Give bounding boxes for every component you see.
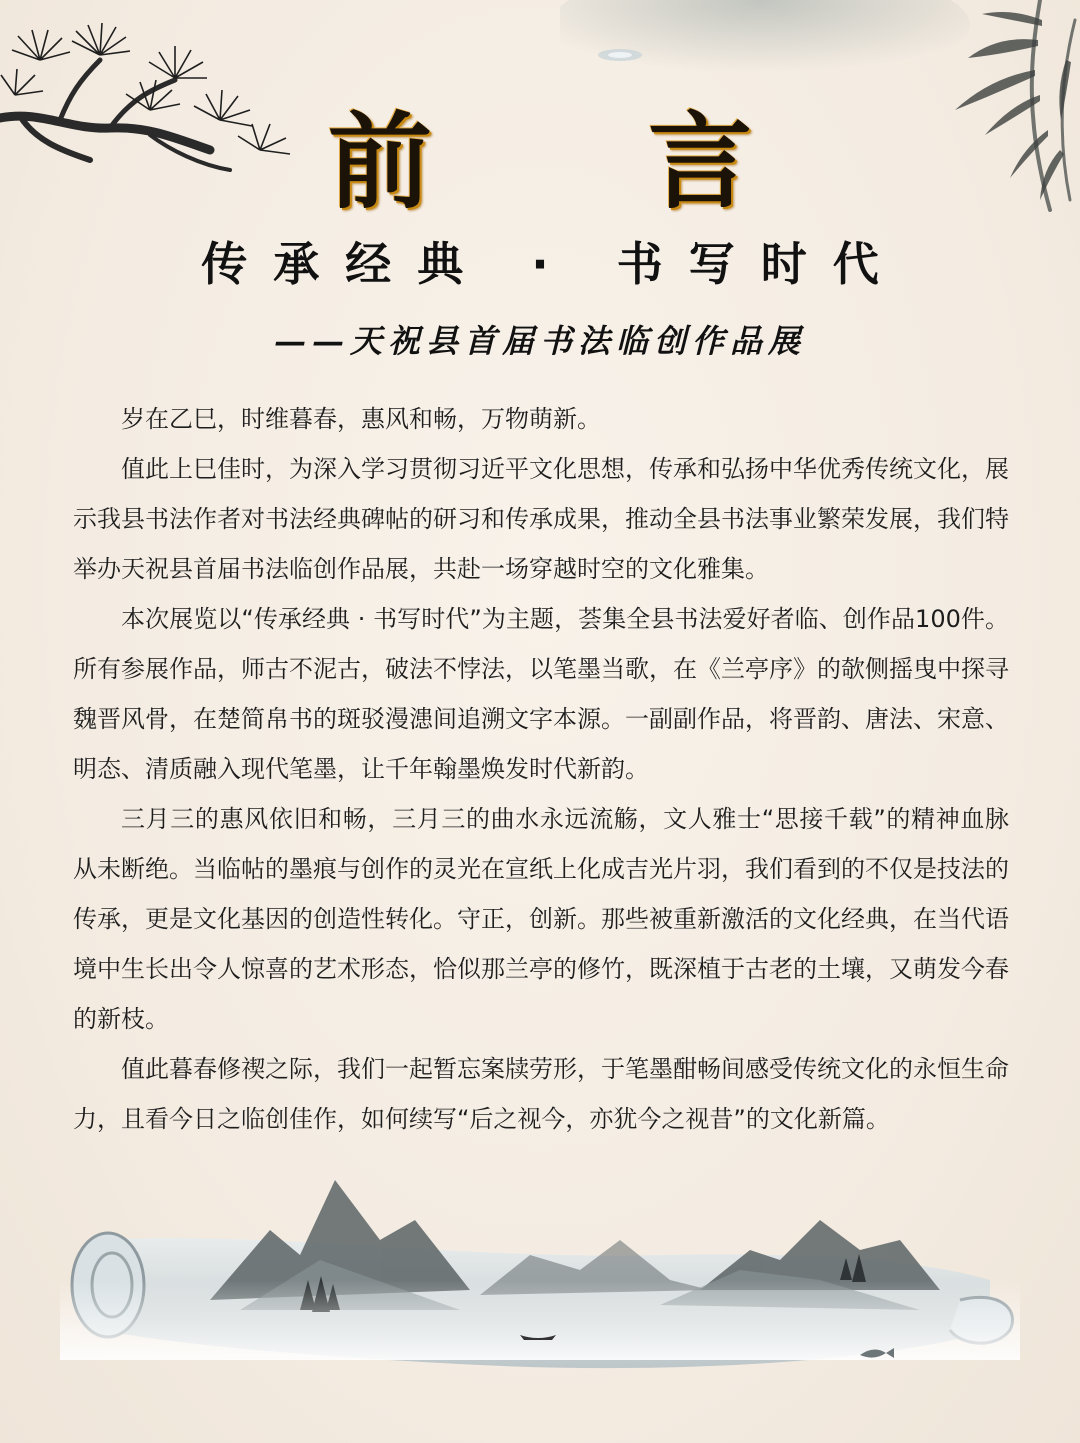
paragraph: 本次展览以“传承经典 · 书写时代”为主题，荟集全县书法爱好者临、创作品100件。所有参展作品，师古不泥古，破法不悖法，以笔墨当歌，在《兰亭序》的欹侧摇曳中探寻魏晋风骨，在楚简帛书的斑驳漫漶间追溯文字本源。一副副作品，将晋韵、唐法、宋意、明态、清质融入现代笔墨，让千年翰墨焕发时代新韵。: [73, 605, 1009, 783]
exhibition-name: ——天祝县首届书法临创作品展: [273, 322, 806, 360]
page-title: 前 言: [327, 100, 843, 223]
preface-body: [73, 394, 1009, 1144]
exhibition-theme: 传承经典 · 书写时代: [201, 237, 905, 291]
paragraph: 岁在乙巳，时维暮春，惠风和畅，万物萌新。: [121, 405, 601, 433]
paragraph: 值此上巳佳时，为深入学习贯彻习近平文化思想，传承和弘扬中华优秀传统文化，展示我县书法作者对书法经典碑帖的研习和传承成果，推动全县书法事业繁荣发展，我们特举办天祝县首届书法临创作品展，共赴一场穿越时空的文化雅集。: [73, 455, 1009, 583]
paragraph: 值此暮春修禊之际，我们一起暂忘案牍劳形，于笔墨酣畅间感受传统文化的永恒生命力，且看今日之临创佳作，如何续写“后之视今，亦犹今之视昔”的文化新篇。: [73, 1055, 1009, 1133]
paragraph: 三月三的惠风依旧和畅，三月三的曲水永远流觞，文人雅士“思接千载”的精神血脉从未断绝。当临帖的墨痕与创作的灵光在宣纸上化成吉光片羽，我们看到的不仅是技法的传承，更是文化基因的创造性转化。守正，创新。那些被重新激活的文化经典，在当代语境中生长出令人惊喜的艺术形态，恰似那兰亭的修竹，既深植于古老的土壤，又萌发今春的新枝。: [73, 805, 1009, 1033]
landscape-scroll-painting: [60, 1160, 1020, 1400]
